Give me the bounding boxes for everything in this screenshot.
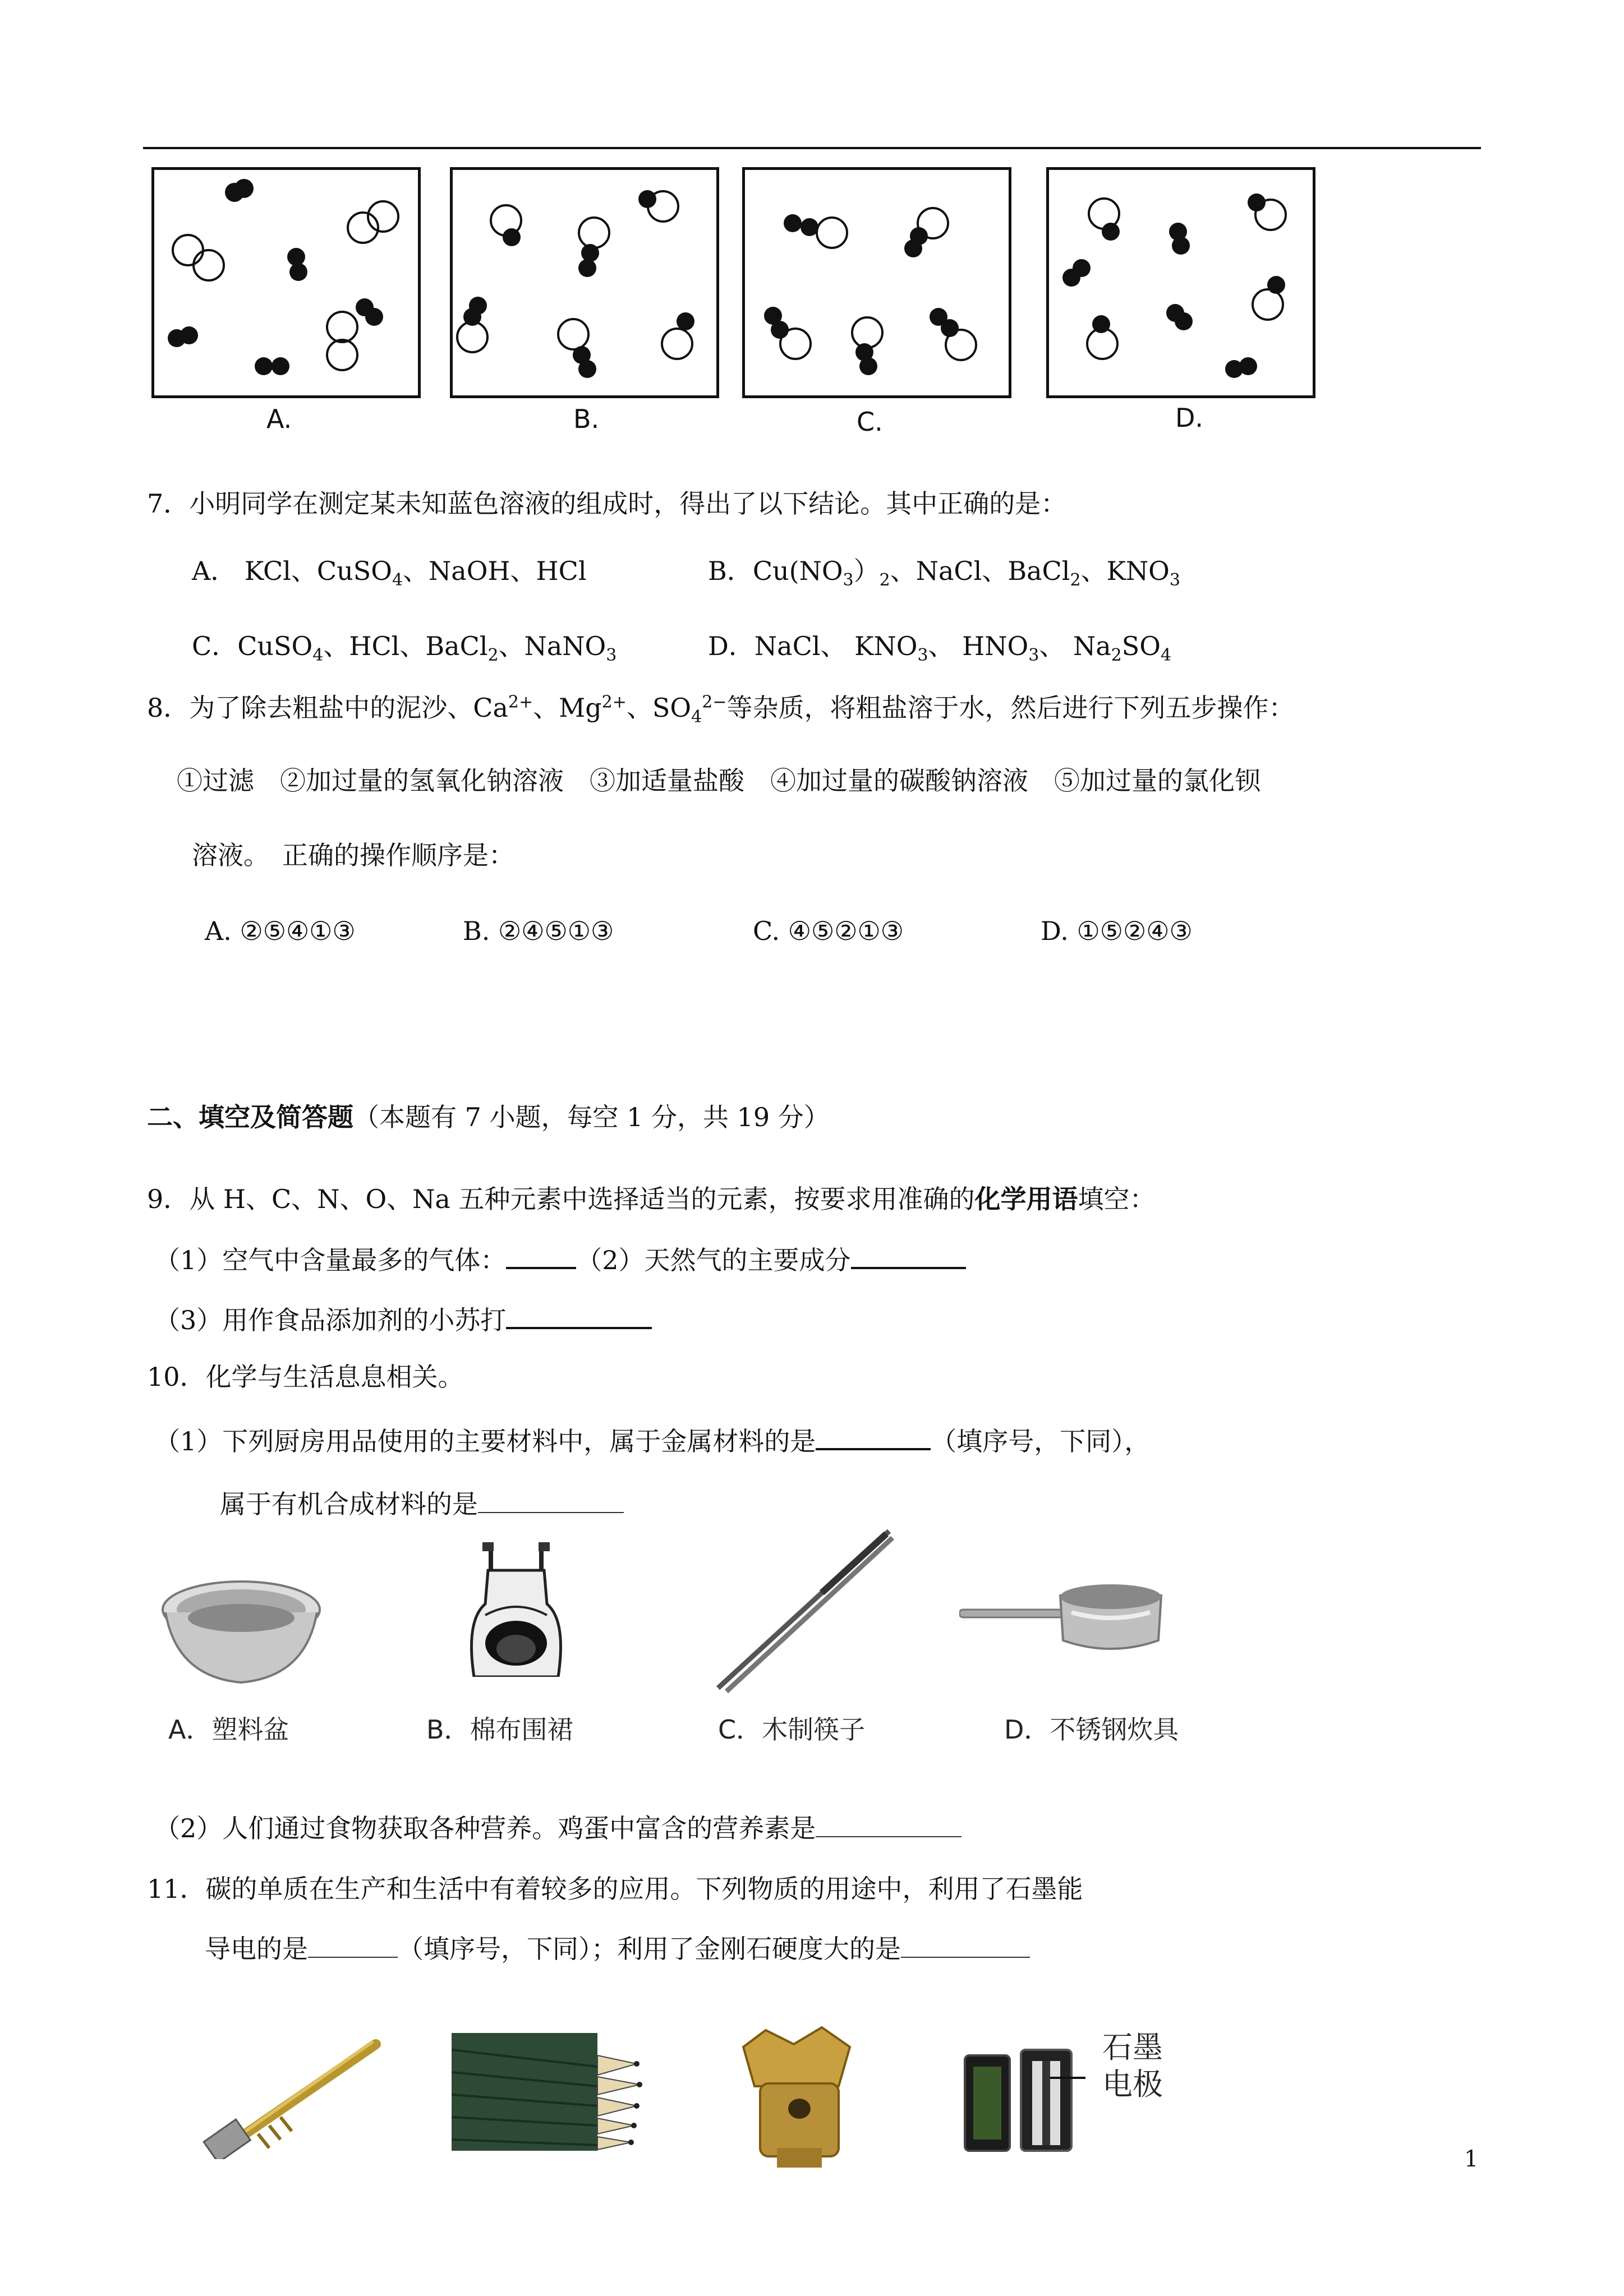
q10-part-2: （2）人们通过食物获取各种营养。鸡蛋中富含的营养素是 (154, 1811, 961, 1845)
molecule-diagram-d (1049, 170, 1313, 395)
q10-metal-blank[interactable] (816, 1423, 931, 1450)
item-label-c: C．木制筷子 (718, 1714, 866, 1745)
molecule-diagram-b (453, 170, 716, 395)
q9-part-1: （1）空气中含量最多的气体： （2）天然气的主要成分 (154, 1242, 966, 1277)
q7-option-c: C．CuSO$_4$、HCl、BaCl$_2$、NaNO$_3$ (192, 631, 617, 666)
item-label-a: A．塑料盆 (168, 1714, 289, 1745)
drill-bit-image (726, 2025, 867, 2170)
q9-answer-1-blank[interactable] (506, 1242, 576, 1269)
section-2-heading: 二、填空及简答题（本题有 7 小题，每空 1 分，共 19 分） (147, 1102, 830, 1132)
q7-stem: 7．小明同学在测定某未知蓝色溶液的组成时，得出了以下结论。其中正确的是： (147, 488, 1067, 519)
diagram-panel-a (151, 167, 421, 398)
q11-graphite-blank[interactable] (308, 1932, 398, 1958)
molecule-diagram-a (154, 170, 418, 395)
q9-stem: 9．从 H、C、N、O、Na 五种元素中选择适当的元素，按要求用准确的化学用语填空： (147, 1184, 1156, 1214)
glass-cutter-image (191, 2036, 381, 2159)
q8-option-a: A. ②⑤④①③ (205, 916, 356, 946)
diagram-panel-c (742, 167, 1011, 398)
q10-part-1: （1）下列厨房用品使用的主要材料中，属于金属材料的是 （填序号，下同）， (154, 1423, 1150, 1458)
diagram-label-d: D. (1175, 403, 1204, 433)
diagram-label-a: A. (266, 404, 292, 434)
q7-option-b: B．$Cu(NO_3)_2$、NaCl、BaCl$_2$、$KNO_3$ (708, 556, 1180, 591)
battery-graphite-electrode-image (959, 2022, 1088, 2162)
q11-diamond-blank[interactable] (901, 1932, 1030, 1958)
plastic-basin-image (160, 1565, 323, 1699)
q10-synthetic-blank[interactable] (478, 1487, 624, 1513)
wooden-chopsticks-image (710, 1525, 895, 1694)
molecule-diagram-c (745, 170, 1009, 395)
graphite-label: 石墨 电极 (1102, 2030, 1163, 2102)
diagram-panel-d (1046, 167, 1315, 398)
q7-option-a: A． KCl、CuSO$_4$、NaOH、HCl (192, 556, 587, 591)
q8-steps: ①过滤 ②加过量的氢氧化钠溶液 ③加适量盐酸 ④加过量的碳酸钠溶液 ⑤加过量的氯化钡 (177, 766, 1260, 796)
header-rule (143, 147, 1481, 149)
q7-option-d: D．NaCl、 $KNO_3$、 $HNO_3$、 $Na_2SO_4$ (708, 631, 1172, 666)
q11-stem: 11．碳的单质在生产和生活中有着较多的应用。下列物质的用途中，利用了石墨能 (147, 1874, 1083, 1904)
item-label-b: B．棉布围裙 (426, 1714, 573, 1745)
q11-stem-cont: 导电的是 （填序号，下同）；利用了金刚石硬度大的是 (205, 1932, 1030, 1966)
item-label-d: D．不锈钢炊具 (1004, 1714, 1179, 1745)
q9-answer-2-blank[interactable] (851, 1242, 966, 1269)
q10-nutrient-blank[interactable] (816, 1811, 961, 1837)
q8-steps-cont: 溶液。 正确的操作顺序是： (192, 840, 514, 870)
q10-part-1-cont: 属于有机合成材料的是 (220, 1487, 624, 1521)
diagram-label-c: C. (857, 407, 883, 437)
q10-stem: 10．化学与生活息息相关。 (147, 1362, 464, 1392)
q9-answer-3-blank[interactable] (506, 1302, 652, 1329)
diagram-label-b: B. (573, 404, 600, 434)
pencils-image (452, 2033, 648, 2156)
q8-option-d: D. ①⑤②④③ (1041, 916, 1193, 946)
q8-option-b: B. ②④⑤①③ (463, 916, 614, 946)
diagram-panel-b (450, 167, 719, 398)
stainless-cookware-image (959, 1579, 1172, 1663)
page-number: 1 (1464, 2146, 1479, 2172)
q8-stem: 8．为了除去粗盐中的泥沙、$Ca^{2+}$、$Mg^{2+}$、$SO_4^{2-}$等杂质，将粗盐溶于水，然后进行下列五步操作： (147, 692, 1295, 727)
cotton-apron-image (460, 1537, 572, 1677)
q8-option-c: C. ④⑤②①③ (753, 916, 904, 946)
q9-part-3: （3）用作食品添加剂的小苏打 (154, 1302, 652, 1337)
